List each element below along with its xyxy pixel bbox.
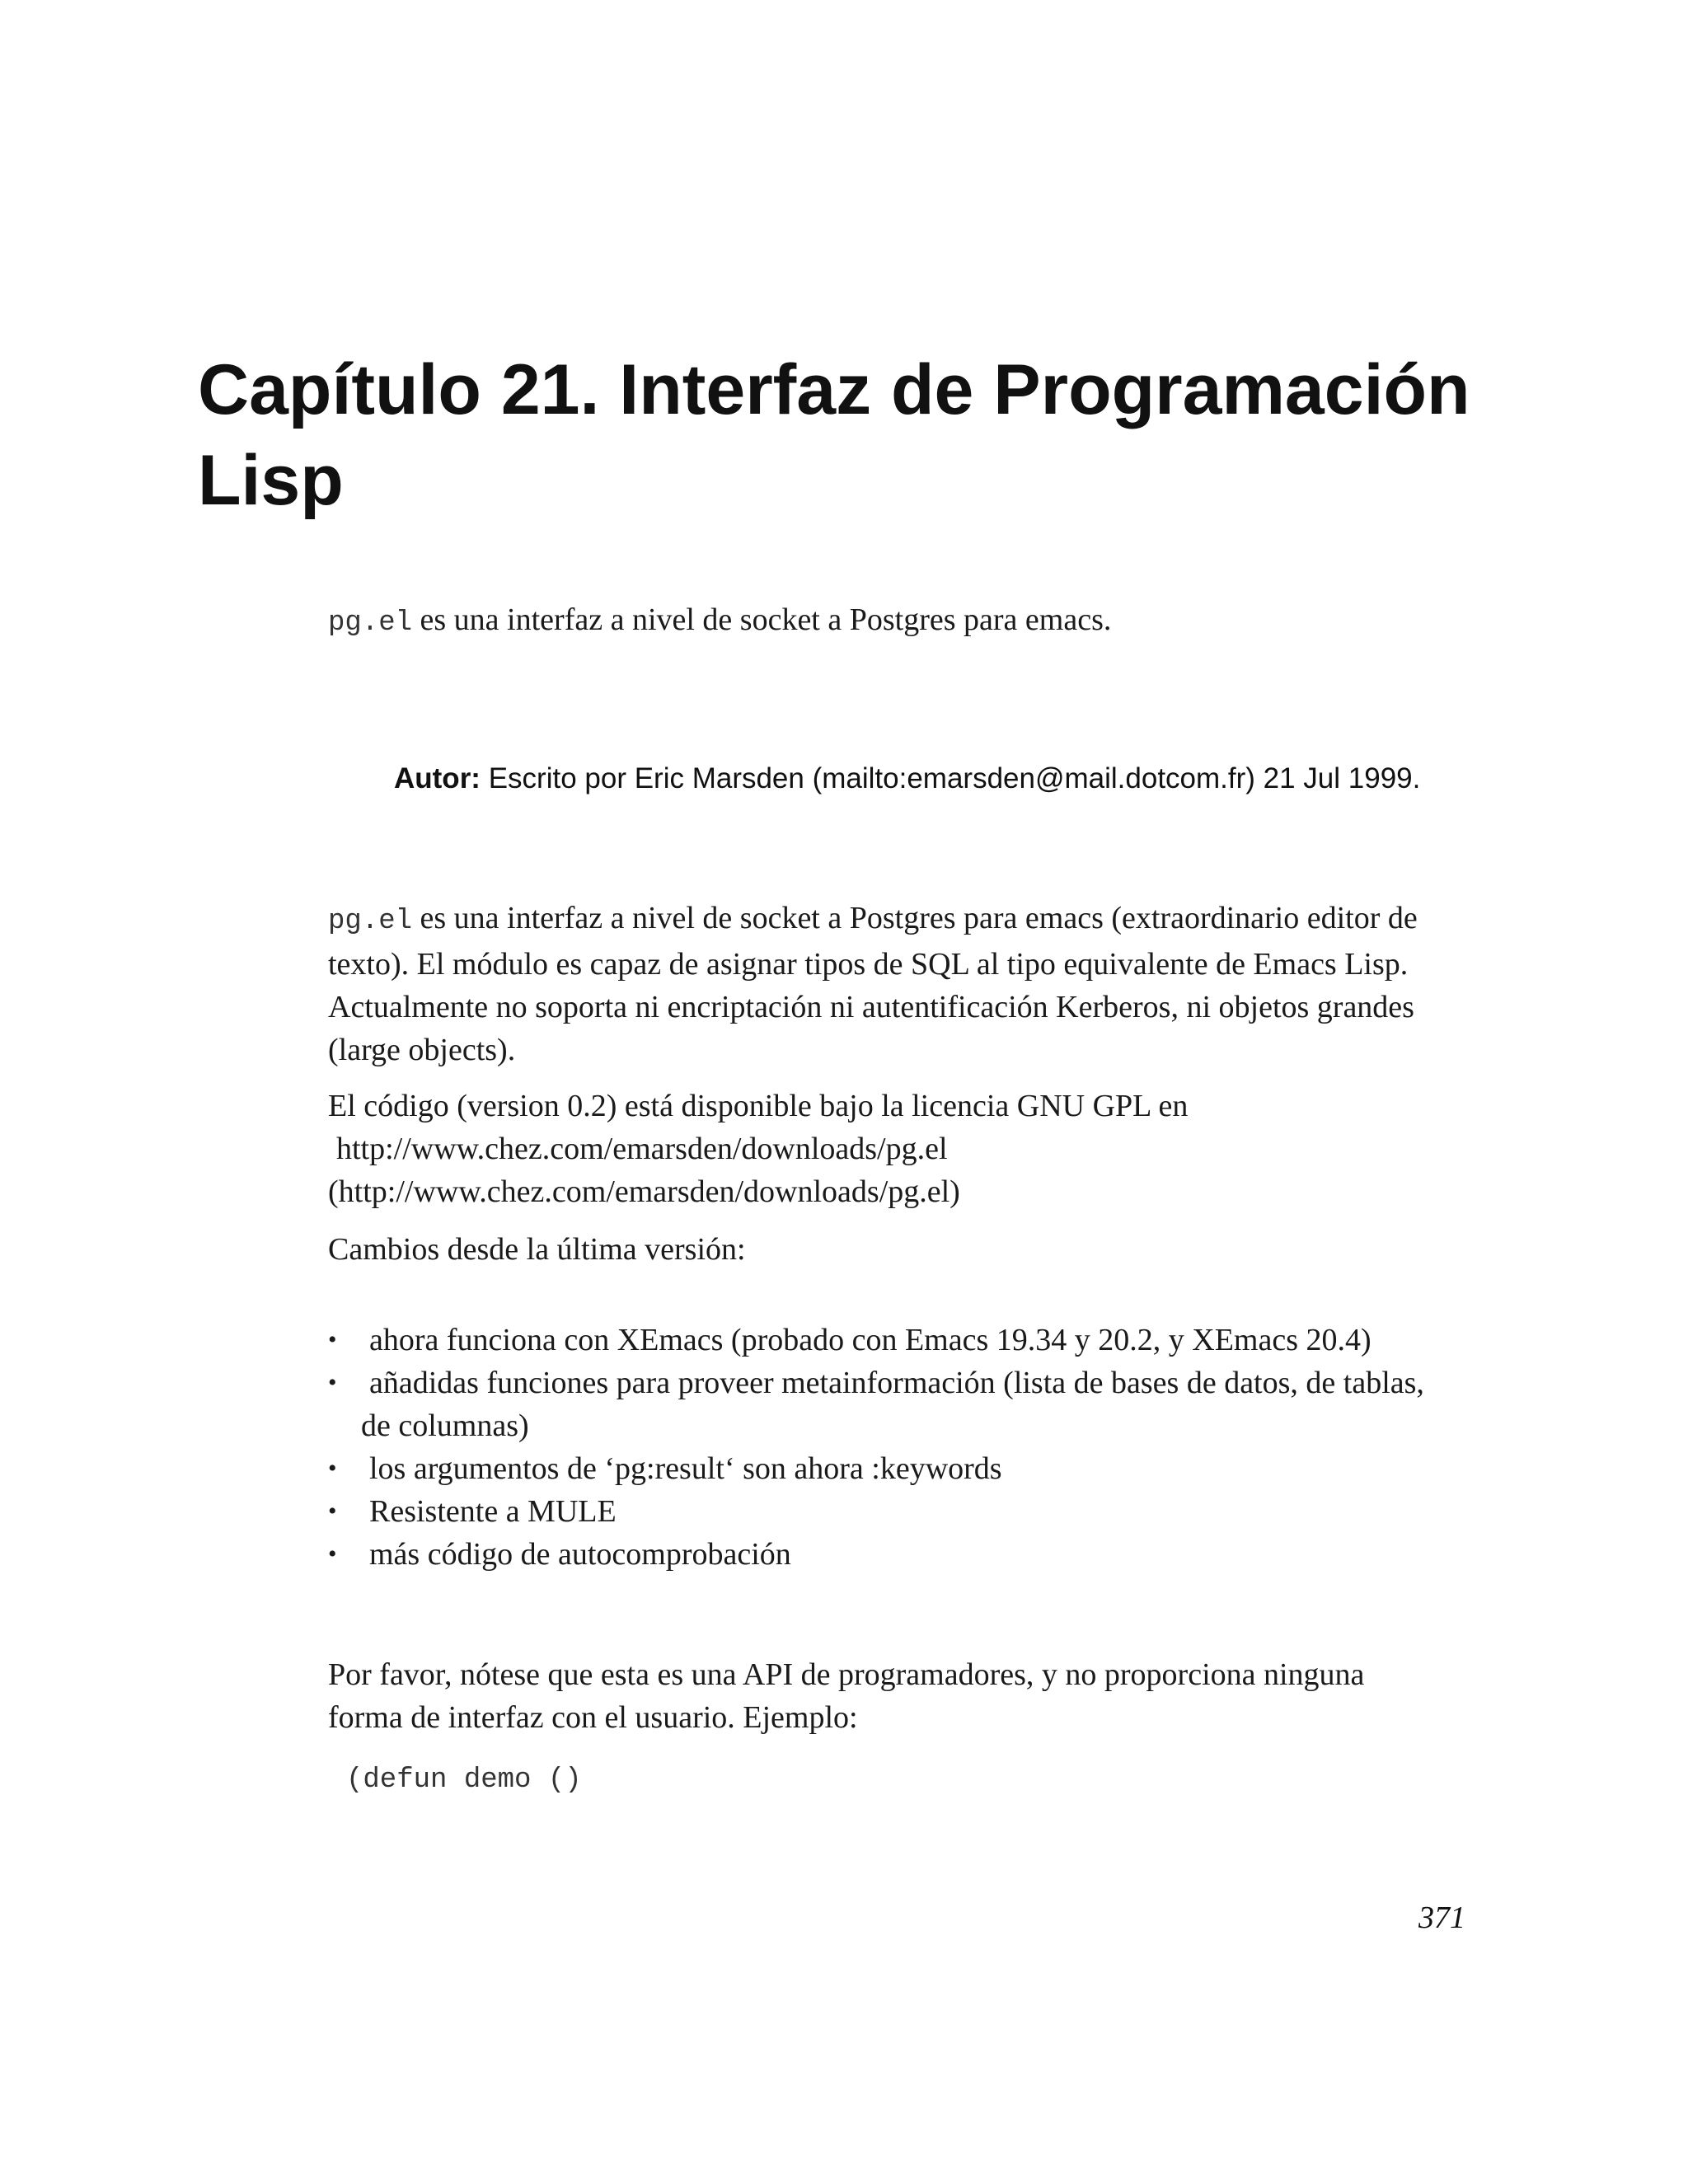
- description-line-4: (large objects).: [328, 1033, 516, 1067]
- availability-line-1: El código (version 0.2) está disponible bajo la licencia GNU GPL en: [328, 1089, 1189, 1123]
- author-label: Autor:: [394, 762, 481, 794]
- list-item: [328, 1319, 1482, 1361]
- bullet-icon: •: [328, 1369, 337, 1396]
- list-item: [328, 1361, 1482, 1447]
- bullet-icon: •: [328, 1497, 337, 1525]
- changes-heading: Cambios desde la última versión:: [328, 1232, 746, 1267]
- page-number: 371: [1418, 1900, 1465, 1935]
- note-line-1: Por favor, nótese que esta es una API de programadores, y no proporciona ninguna: [328, 1657, 1365, 1692]
- intro-paragraph: [328, 598, 1482, 644]
- note-paragraph: [328, 1653, 1482, 1739]
- description-line-3: Actualmente no soporta ni encriptación ni autentificación Kerberos, ni objetos grandes: [328, 990, 1414, 1024]
- availability-paragraph: [328, 1085, 1482, 1213]
- changes-list: [328, 1319, 1482, 1576]
- inline-code: pg.el: [328, 906, 413, 937]
- inline-code: pg.el: [328, 607, 413, 639]
- author-line: [394, 758, 1420, 799]
- intro-text: es una interfaz a nivel de socket a Postgres para emacs.: [412, 602, 1112, 637]
- list-item: [328, 1533, 1482, 1576]
- code-example: (defun demo (): [346, 1765, 582, 1796]
- chapter-title-line-1: Capítulo 21. Interfaz de Programación: [198, 350, 1470, 429]
- list-item: [328, 1447, 1482, 1490]
- chapter-title-line-2: Lisp: [198, 441, 344, 520]
- bullet-icon: •: [328, 1455, 337, 1482]
- list-item-text: Resistente a MULE: [369, 1494, 617, 1529]
- list-item-continuation: de columnas): [361, 1408, 529, 1443]
- description-line-2: texto). El módulo es capaz de asignar tipos de SQL al tipo equivalente de Emacs Lisp.: [328, 947, 1409, 982]
- description-paragraph: [328, 897, 1482, 1071]
- description-line-1: es una interfaz a nivel de socket a Postgres para emacs (extraordinario editor de: [412, 901, 1418, 935]
- chapter-title: [198, 344, 1484, 526]
- list-item-text: los argumentos de ‘pg:result‘ son ahora :keywords: [369, 1451, 1002, 1486]
- list-item-text: más código de autocomprobación: [369, 1537, 791, 1572]
- list-item-text: añadidas funciones para proveer metainformación (lista de bases de datos, de tablas,: [369, 1366, 1424, 1400]
- download-url-text: (http://www.chez.com/emarsden/downloads/pg.el): [328, 1174, 960, 1209]
- list-item-text: ahora funciona con XEmacs (probado con Emacs 19.34 y 20.2, y XEmacs 20.4): [369, 1323, 1372, 1357]
- list-item: [328, 1490, 1482, 1533]
- bullet-icon: •: [328, 1540, 337, 1568]
- download-link[interactable]: http://www.chez.com/emarsden/downloads/pg.el: [336, 1132, 948, 1166]
- note-line-2: forma de interfaz con el usuario. Ejemplo:: [328, 1700, 858, 1735]
- author-text: Escrito por Eric Marsden (mailto:emarsden@mail.dotcom.fr) 21 Jul 1999.: [480, 762, 1421, 794]
- bullet-icon: •: [328, 1326, 337, 1353]
